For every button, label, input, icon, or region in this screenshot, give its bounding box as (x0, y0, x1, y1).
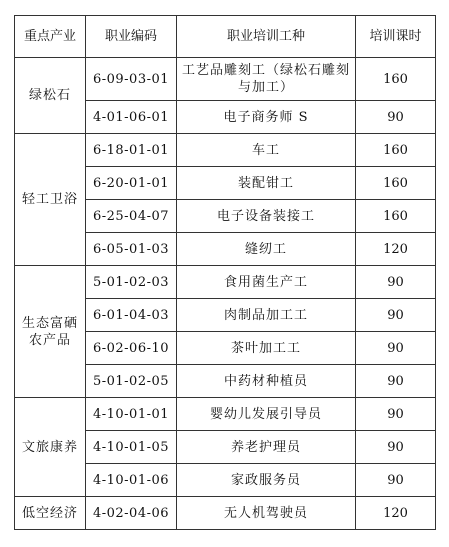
type-cell: 工艺品雕刻工（绿松石雕刻与加工） (177, 58, 356, 101)
hours-cell: 90 (356, 332, 436, 365)
hours-cell: 160 (356, 167, 436, 200)
code-cell: 6-25-04-07 (86, 200, 177, 233)
table-header (15, 16, 436, 58)
hours-cell: 90 (356, 101, 436, 134)
table-body (15, 58, 436, 530)
hours-cell: 90 (356, 365, 436, 398)
type-cell: 茶叶加工工 (177, 332, 356, 365)
header-row (15, 16, 436, 58)
header-hours: 培训课时 (356, 16, 436, 58)
code-cell: 6-02-06-10 (86, 332, 177, 365)
hours-cell: 90 (356, 464, 436, 497)
header-type: 职业培训工种 (177, 16, 356, 58)
table-row (15, 497, 436, 530)
code-cell: 4-02-04-06 (86, 497, 177, 530)
type-cell: 家政服务员 (177, 464, 356, 497)
table-row (15, 134, 436, 167)
industry-cell-culture-tourism-health: 文旅康养 (15, 398, 86, 497)
industry-cell-turquoise: 绿松石 (15, 58, 86, 134)
type-cell: 肉制品加工工 (177, 299, 356, 332)
code-cell: 6-20-01-01 (86, 167, 177, 200)
hours-cell: 90 (356, 266, 436, 299)
type-cell: 养老护理员 (177, 431, 356, 464)
hours-cell: 120 (356, 233, 436, 266)
industry-cell-light-industry: 轻工卫浴 (15, 134, 86, 266)
header-code: 职业编码 (86, 16, 177, 58)
code-cell: 6-09-03-01 (86, 58, 177, 101)
code-cell: 5-01-02-05 (86, 365, 177, 398)
code-cell: 4-10-01-06 (86, 464, 177, 497)
hours-cell: 160 (356, 58, 436, 101)
code-cell: 6-05-01-03 (86, 233, 177, 266)
type-cell: 装配钳工 (177, 167, 356, 200)
hours-cell: 90 (356, 398, 436, 431)
type-cell: 婴幼儿发展引导员 (177, 398, 356, 431)
hours-cell: 160 (356, 134, 436, 167)
type-cell: 电子设备装接工 (177, 200, 356, 233)
industry-cell-low-altitude-economy: 低空经济 (15, 497, 86, 530)
table-row (15, 398, 436, 431)
header-industry: 重点产业 (15, 16, 86, 58)
hours-cell: 90 (356, 431, 436, 464)
code-cell: 6-01-04-03 (86, 299, 177, 332)
hours-cell: 120 (356, 497, 436, 530)
type-cell: 中药材种植员 (177, 365, 356, 398)
code-cell: 4-10-01-01 (86, 398, 177, 431)
industry-cell-selenium-agriculture: 生态富硒农产品 (15, 266, 86, 398)
code-cell: 4-10-01-05 (86, 431, 177, 464)
type-cell: 电子商务师 S (177, 101, 356, 134)
hours-cell: 90 (356, 299, 436, 332)
table-row (15, 58, 436, 101)
type-cell: 缝纫工 (177, 233, 356, 266)
training-table (14, 15, 436, 530)
table-row (15, 266, 436, 299)
code-cell: 4-01-06-01 (86, 101, 177, 134)
type-cell: 车工 (177, 134, 356, 167)
type-cell: 食用菌生产工 (177, 266, 356, 299)
type-cell: 无人机驾驶员 (177, 497, 356, 530)
hours-cell: 160 (356, 200, 436, 233)
code-cell: 6-18-01-01 (86, 134, 177, 167)
code-cell: 5-01-02-03 (86, 266, 177, 299)
